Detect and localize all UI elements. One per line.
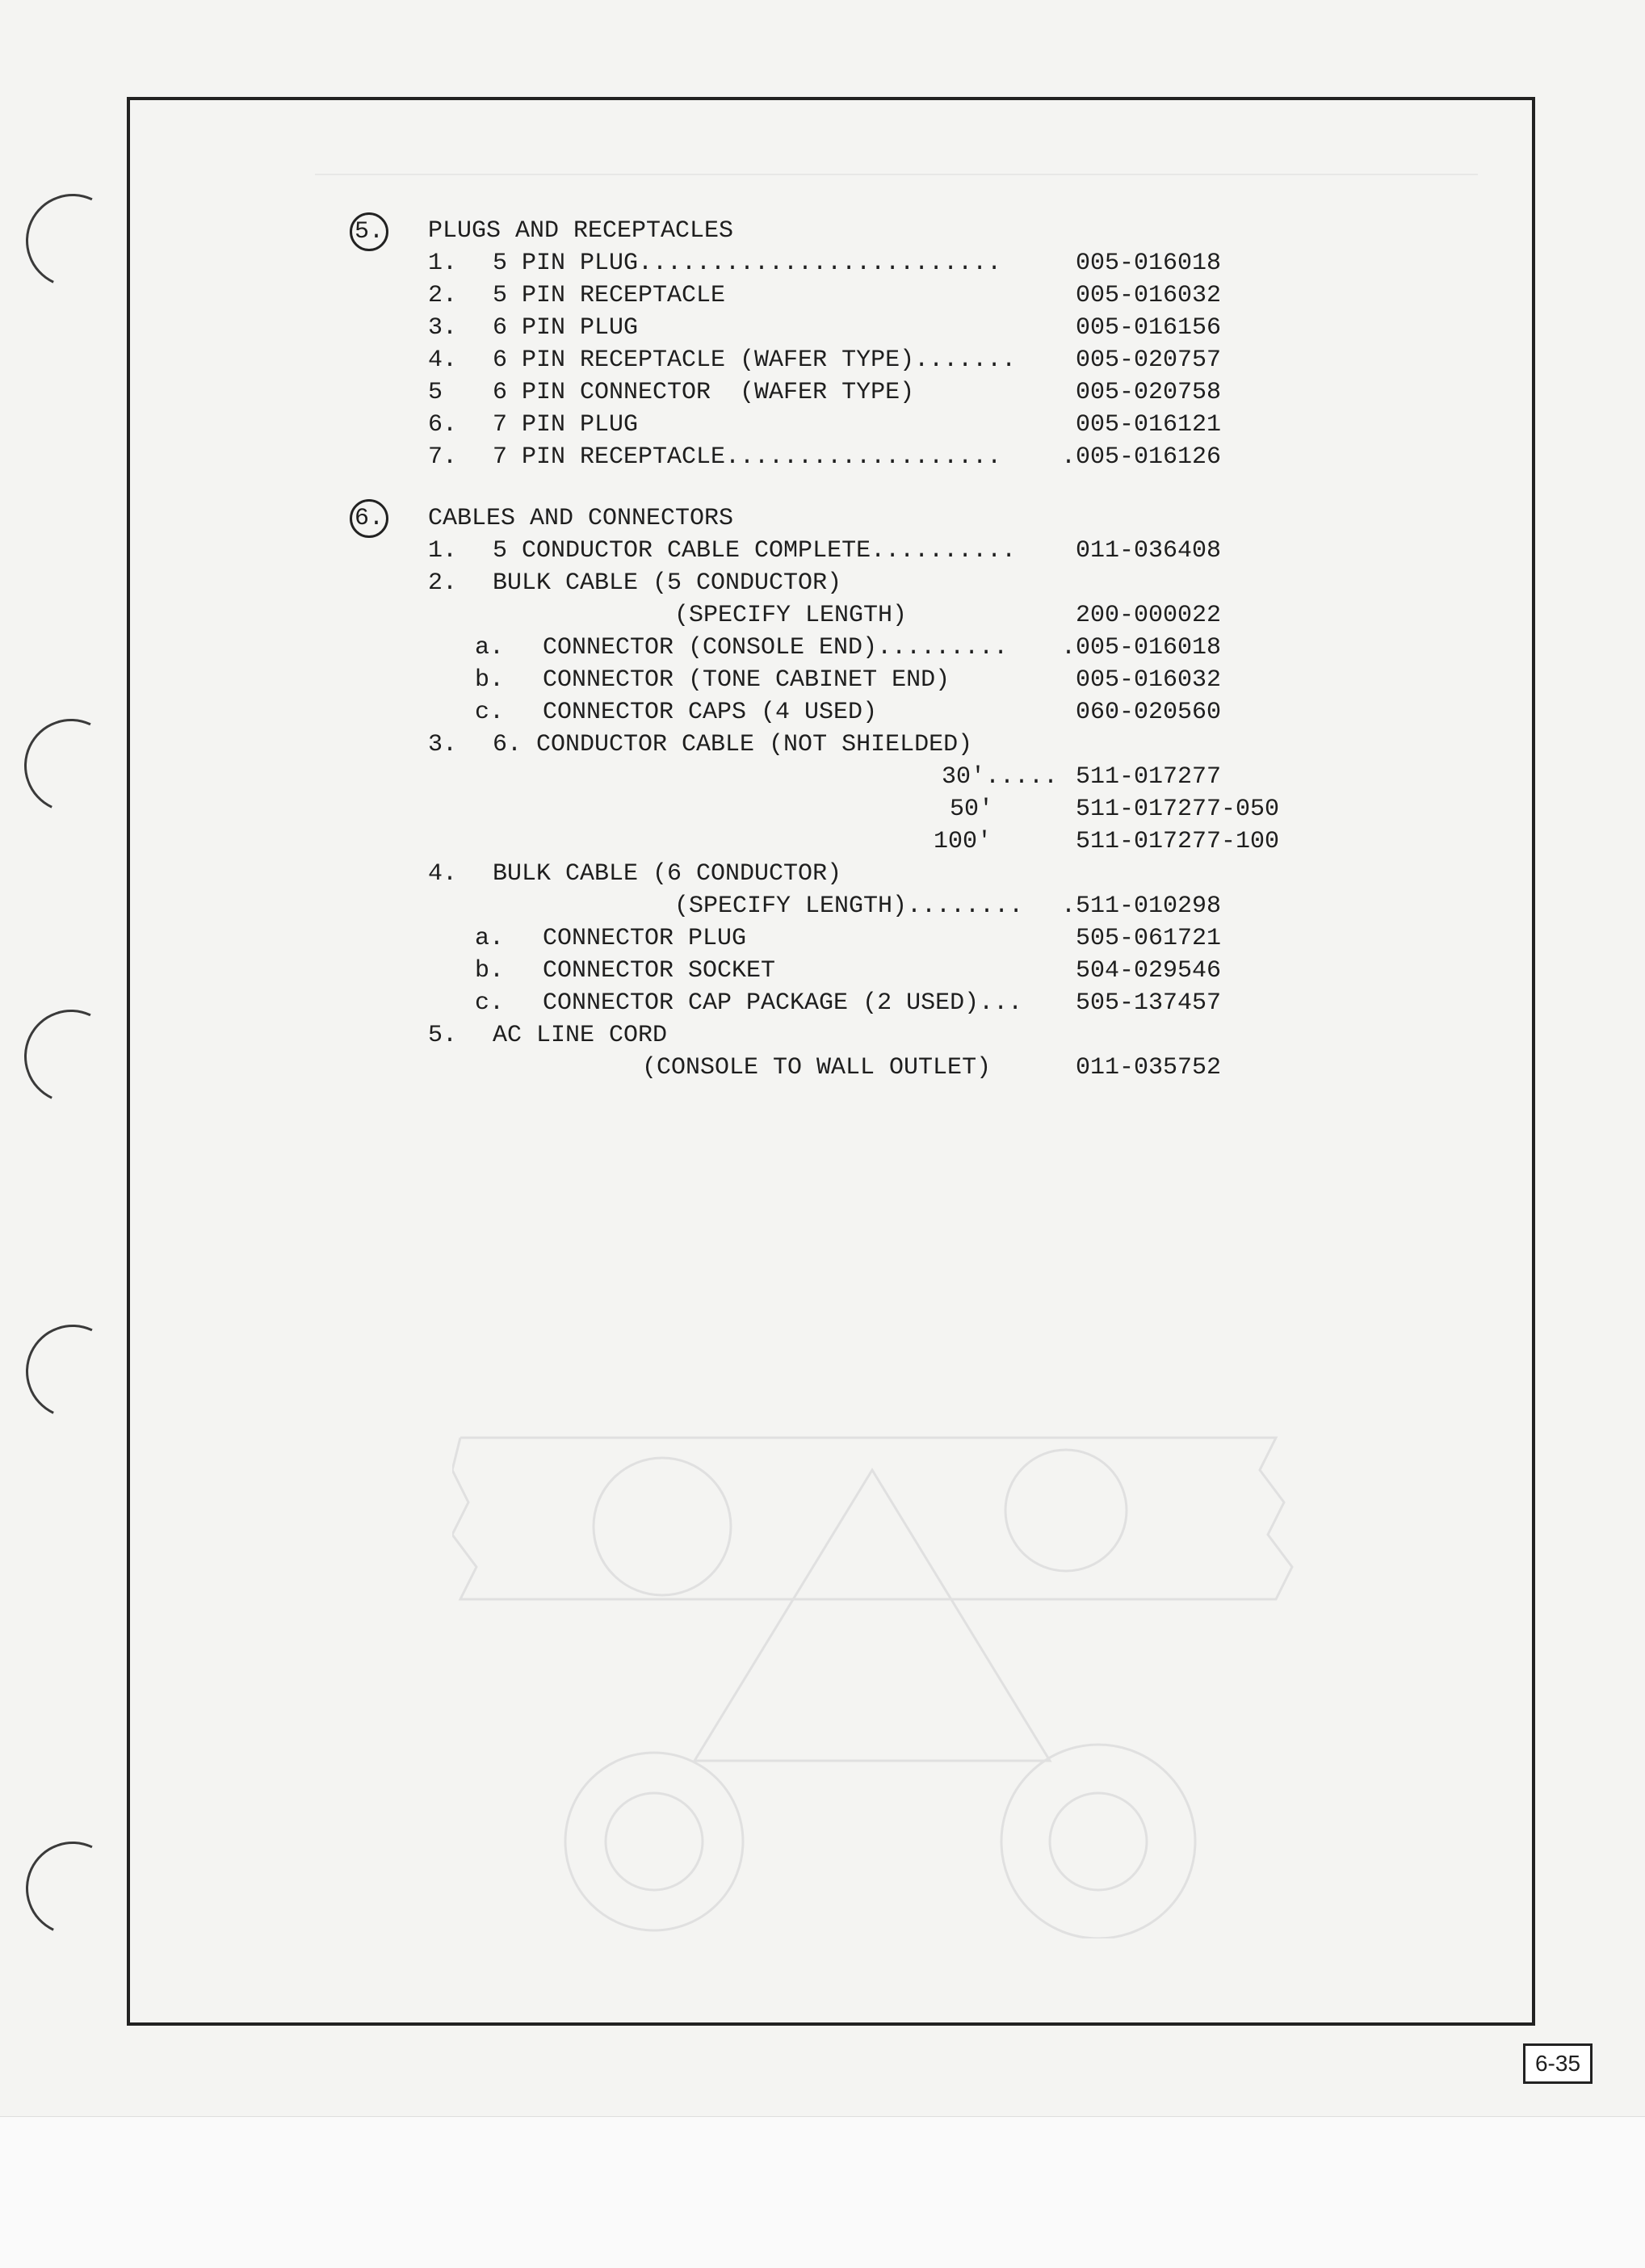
list-item-description: 7 PIN RECEPTACLE................... [493, 443, 1002, 471]
binder-hole [13, 181, 133, 301]
part-number: 005-020758 [1076, 379, 1222, 406]
list-item-description: 6 PIN CONNECTOR (WAFER TYPE) [493, 379, 915, 406]
part-number: 005-020757 [1076, 346, 1222, 374]
section-title: PLUGS AND RECEPTACLES [428, 217, 734, 245]
binder-hole [13, 1312, 133, 1432]
list-item-description: CONNECTOR (CONSOLE END)......... [543, 634, 1009, 662]
section-marker-5: 5. [350, 212, 388, 251]
list-item-description: CONNECTOR CAP PACKAGE (2 USED)... [543, 989, 1023, 1017]
part-number: 511-017277-100 [1076, 828, 1280, 855]
part-number: .005-016018 [1061, 634, 1222, 662]
list-item-description: CONNECTOR CAPS (4 USED) [543, 699, 878, 726]
list-item-description: 5 CONDUCTOR CABLE COMPLETE.......... [493, 537, 1017, 565]
part-number: 505-061721 [1076, 925, 1222, 952]
binder-hole [13, 1829, 133, 1949]
list-item-description: CONNECTOR (TONE CABINET END) [543, 666, 950, 694]
list-item-description: CONNECTOR SOCKET [543, 957, 776, 985]
section-marker-6: 6. [350, 499, 388, 538]
list-item-number: 7. [428, 443, 458, 471]
section-title: CABLES AND CONNECTORS [428, 505, 734, 532]
list-item-description: 7 PIN PLUG [493, 411, 639, 439]
part-number: 200-000022 [1076, 602, 1222, 629]
list-item-number: 3. [428, 314, 458, 342]
part-number: 504-029546 [1076, 957, 1222, 985]
list-item-number: a. [475, 634, 505, 662]
binder-hole [11, 706, 132, 826]
binder-hole [11, 997, 132, 1117]
length-label: 50' [950, 796, 994, 823]
list-item-description: BULK CABLE (6 CONDUCTOR) [493, 860, 842, 888]
list-item-number: b. [475, 957, 505, 985]
list-item-number: 1. [428, 537, 458, 565]
list-item-number: b. [475, 666, 505, 694]
list-item-number: 5. [428, 1022, 458, 1049]
list-item-number: 2. [428, 282, 458, 309]
part-number: .511-010298 [1061, 892, 1222, 920]
part-number: 011-036408 [1076, 537, 1222, 565]
list-item-number: 4. [428, 346, 458, 374]
list-item-description: (CONSOLE TO WALL OUTLET) [642, 1054, 992, 1082]
bottom-margin-strip [0, 2116, 1645, 2268]
list-item-number: 2. [428, 569, 458, 597]
list-item-number: c. [475, 699, 505, 726]
part-number: 511-017277 [1076, 763, 1222, 791]
part-number: 005-016121 [1076, 411, 1222, 439]
part-number: 005-016156 [1076, 314, 1222, 342]
list-item-number: 4. [428, 860, 458, 888]
length-label: 100' [934, 828, 992, 855]
page-number: 6-35 [1523, 2043, 1593, 2084]
list-item-description: 6. CONDUCTOR CABLE (NOT SHIELDED) [493, 731, 973, 758]
list-item-description: (SPECIFY LENGTH)........ [674, 892, 1024, 920]
list-item-description: AC LINE CORD [493, 1022, 668, 1049]
list-item-description: 6 PIN PLUG [493, 314, 639, 342]
part-number: 005-016032 [1076, 282, 1222, 309]
part-number: 505-137457 [1076, 989, 1222, 1017]
part-number: 060-020560 [1076, 699, 1222, 726]
list-item-number: 3. [428, 731, 458, 758]
list-item-number: 1. [428, 250, 458, 277]
list-item-description: CONNECTOR PLUG [543, 925, 747, 952]
length-label: 30'..... [942, 763, 1059, 791]
part-number: 005-016018 [1076, 250, 1222, 277]
list-item-number: a. [475, 925, 505, 952]
list-item-number: c. [475, 989, 505, 1017]
list-item-number: 6. [428, 411, 458, 439]
list-item-description: BULK CABLE (5 CONDUCTOR) [493, 569, 842, 597]
list-item-description: 5 PIN PLUG......................... [493, 250, 1002, 277]
list-item-description: (SPECIFY LENGTH) [674, 602, 908, 629]
list-item-description: 6 PIN RECEPTACLE (WAFER TYPE)....... [493, 346, 1017, 374]
part-number: 011-035752 [1076, 1054, 1222, 1082]
list-item-description: 5 PIN RECEPTACLE [493, 282, 726, 309]
list-item-number: 5 [428, 379, 443, 406]
part-number: 511-017277-050 [1076, 796, 1280, 823]
part-number: .005-016126 [1061, 443, 1222, 471]
part-number: 005-016032 [1076, 666, 1222, 694]
